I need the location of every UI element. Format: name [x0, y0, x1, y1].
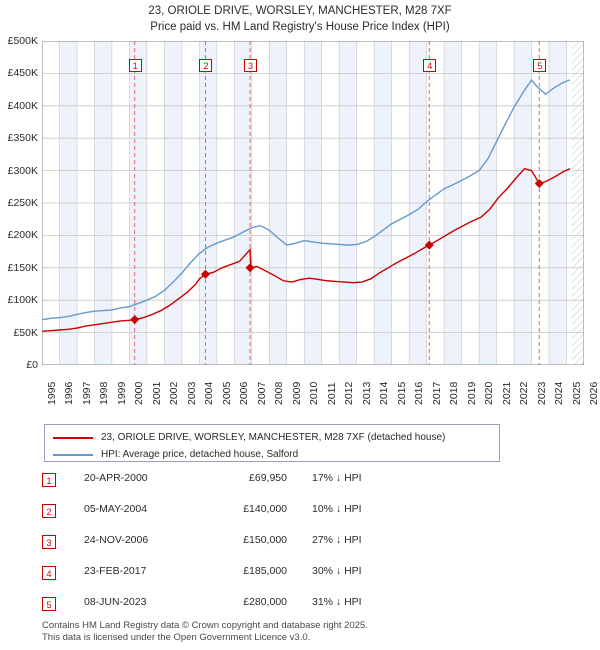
chart-marker-1: 1 [129, 59, 142, 72]
page-title-line2: Price paid vs. HM Land Registry's House Price Index (HPI) [150, 21, 450, 33]
y-axis-tick: £0 [26, 359, 38, 371]
x-axis-tick: 1998 [98, 381, 111, 405]
table-row [42, 470, 442, 501]
chart-plot-area [42, 41, 584, 365]
x-axis-tick: 2013 [360, 381, 373, 405]
legend-swatch [53, 454, 93, 456]
sale-index-badge: 2 [42, 504, 56, 518]
table-row [42, 563, 442, 594]
x-axis-tick: 1997 [80, 381, 93, 405]
legend-label: HPI: Average price, detached house, Salford [101, 449, 299, 460]
sale-hpi-delta: 10% ↓ HPI [312, 503, 362, 515]
sale-price: £69,950 [249, 472, 287, 484]
x-axis-tick: 2011 [325, 382, 338, 405]
x-axis-tick: 2002 [168, 381, 181, 405]
x-axis-tick: 2007 [255, 381, 268, 405]
sale-date: 08-JUN-2023 [84, 596, 147, 608]
y-axis-tick: £100K [7, 294, 38, 307]
footer-line2: This data is licensed under the Open Government Licence v3.0. [42, 632, 311, 643]
sale-hpi-delta: 17% ↓ HPI [312, 472, 362, 484]
x-axis-tick: 2016 [413, 381, 426, 405]
sale-hpi-delta: 30% ↓ HPI [312, 565, 362, 577]
x-axis-tick: 2009 [290, 381, 303, 405]
y-axis-tick: £350K [7, 132, 38, 145]
legend-swatch [53, 437, 93, 439]
x-axis-tick: 2006 [238, 381, 251, 405]
x-axis-tick: 2021 [500, 381, 513, 405]
x-axis-tick: 1996 [63, 381, 76, 405]
x-axis-tick: 2005 [220, 381, 233, 405]
chart-marker-2: 2 [199, 59, 212, 72]
x-axis-tick: 2012 [343, 381, 356, 405]
x-axis-tick: 2022 [518, 381, 531, 405]
sales-table [42, 470, 442, 625]
x-axis-tick: 2003 [185, 381, 198, 405]
sale-price: £140,000 [243, 503, 287, 515]
x-axis-tick: 1995 [46, 381, 58, 405]
sale-hpi-delta: 31% ↓ HPI [312, 596, 362, 608]
sale-date: 05-MAY-2004 [84, 503, 148, 515]
x-axis-tick: 2001 [150, 381, 163, 405]
sale-index-badge: 3 [42, 535, 56, 549]
sale-index-badge: 1 [42, 473, 56, 487]
y-axis-tick: £300K [7, 164, 38, 177]
x-axis-tick: 1999 [115, 381, 128, 405]
y-axis-tick: £150K [7, 261, 38, 274]
sale-price: £280,000 [243, 596, 287, 608]
y-axis-tick: £500K [7, 35, 38, 47]
x-axis-tick: 2025 [570, 381, 583, 405]
sale-index-badge: 5 [42, 597, 56, 611]
table-row [42, 532, 442, 563]
x-axis-tick: 2020 [483, 381, 496, 405]
footer-line1: Contains HM Land Registry data © Crown copyright and database right 2025. [42, 620, 368, 631]
chart-marker-4: 4 [423, 59, 436, 72]
x-axis-tick: 2018 [448, 381, 461, 405]
x-axis-tick: 2019 [465, 381, 478, 405]
y-axis-tick: £400K [7, 99, 38, 112]
chart-marker-5: 5 [533, 59, 546, 72]
price-history-chart [42, 41, 584, 365]
chart-legend [44, 424, 500, 462]
x-axis-tick: 2008 [273, 381, 286, 405]
sale-date: 20-APR-2000 [84, 472, 148, 484]
x-axis-tick: 2004 [203, 381, 216, 405]
x-axis-tick: 2000 [133, 381, 146, 405]
x-axis-tick: 2014 [378, 381, 391, 405]
table-row [42, 501, 442, 532]
sale-hpi-delta: 27% ↓ HPI [312, 534, 362, 546]
page-title-line1: 23, ORIOLE DRIVE, WORSLEY, MANCHESTER, M28 7XF [148, 5, 452, 17]
x-axis-tick: 2010 [308, 381, 321, 405]
x-axis-tick: 2017 [430, 381, 443, 405]
y-axis-tick: £250K [7, 197, 38, 209]
footer-attribution [42, 620, 582, 644]
sale-price: £150,000 [243, 534, 287, 546]
chart-marker-3: 3 [244, 59, 257, 72]
y-axis-tick: £450K [7, 67, 38, 80]
sale-index-badge: 4 [42, 566, 56, 580]
x-axis-tick: 2015 [395, 381, 408, 405]
x-axis-tick: 2026 [588, 381, 600, 405]
sale-date: 23-FEB-2017 [84, 565, 147, 577]
y-axis-tick: £50K [13, 326, 38, 339]
y-axis-tick: £200K [7, 229, 38, 242]
sale-price: £185,000 [243, 565, 287, 577]
sale-date: 24-NOV-2006 [84, 534, 149, 546]
x-axis-tick: 2023 [535, 381, 548, 405]
legend-label: 23, ORIOLE DRIVE, WORSLEY, MANCHESTER, M28 7XF (detached house) [101, 432, 446, 443]
x-axis-tick: 2024 [553, 381, 566, 405]
